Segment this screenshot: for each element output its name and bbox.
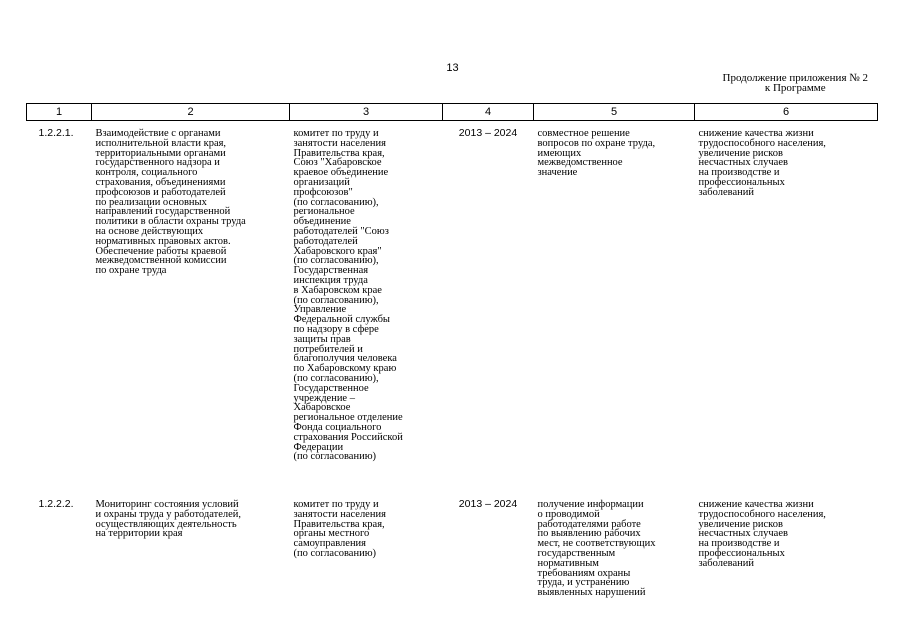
header-col-3: 3 [290, 104, 443, 121]
row-result: получение информации о проводимой работодателями работе по выявлению рабочих мест, не соответствующих государственным нормативным требованиям охраны труда, и устранению выявленных нарушений [537, 499, 656, 599]
header-col-4: 4 [443, 104, 534, 121]
appendix-continuation-note [723, 73, 868, 93]
row-code: 1.2.2.1. [38, 127, 74, 139]
table-row [27, 121, 878, 495]
row-period: 2013 – 2024 [458, 498, 518, 510]
continuation-line-2: к Программе [764, 82, 826, 94]
header-col-6: 6 [695, 104, 878, 121]
row-executors: комитет по труду и занятости населения Правительства края, органы местного самоуправления (по согласованию) [293, 499, 386, 559]
program-measures-table [26, 103, 878, 598]
row-consequences: снижение качества жизни трудоспособного населения, увеличение рисков несчастных случаев на производстве и профессиональных заболеваний [698, 128, 826, 198]
header-row [27, 104, 878, 121]
row-consequences: снижение качества жизни трудоспособного населения, увеличение рисков несчастных случаев на производстве и профессиональных заболеваний [698, 499, 826, 569]
row-result: совместное решение вопросов по охране труда, имеющих межведомственное значение [537, 128, 656, 179]
header-col-2: 2 [92, 104, 290, 121]
header-col-1: 1 [27, 104, 92, 121]
row-code: 1.2.2.2. [38, 498, 74, 510]
continuation-line-1: Продолжение приложения № 2 [722, 72, 868, 84]
row-period: 2013 – 2024 [458, 127, 518, 139]
row-measure: Взаимодействие с органами исполнительной власти края, территориальными органами государственного надзора и контроля, социального страхования, объединениями профсоюзов и работодателей по реализации основных направлений государственной политики в области охраны труда на основе действующих нормативных правовых актов. Обеспечение работы краевой межведомственной комиссии по охране труда [95, 128, 246, 277]
row-measure: Мониторинг состояния условий и охраны труда у работодателей, осуществляющих деятельность на территории края [95, 499, 241, 540]
table-row [27, 494, 878, 598]
row-executors: комитет по труду и занятости населения Правительства края, Союз "Хабаровское краевое объединение организаций профсоюзов" (по согласованию), региональное объединение работодателей "Союз работодателей Хабаровского края" (по согласованию), Государственная инспекция труда в Хабаровском крае (по согласованию), Управление Федеральной службы по надзору в сфере защиты прав потребителей и благополучия человека по Хабаровскому краю (по согласованию), Государственное учреждение – Хабаровское региональное отделение Фонда социального страхования Российской Федерации (по согласованию) [293, 128, 403, 463]
page-number: 13 [446, 62, 459, 74]
header-col-5: 5 [534, 104, 695, 121]
